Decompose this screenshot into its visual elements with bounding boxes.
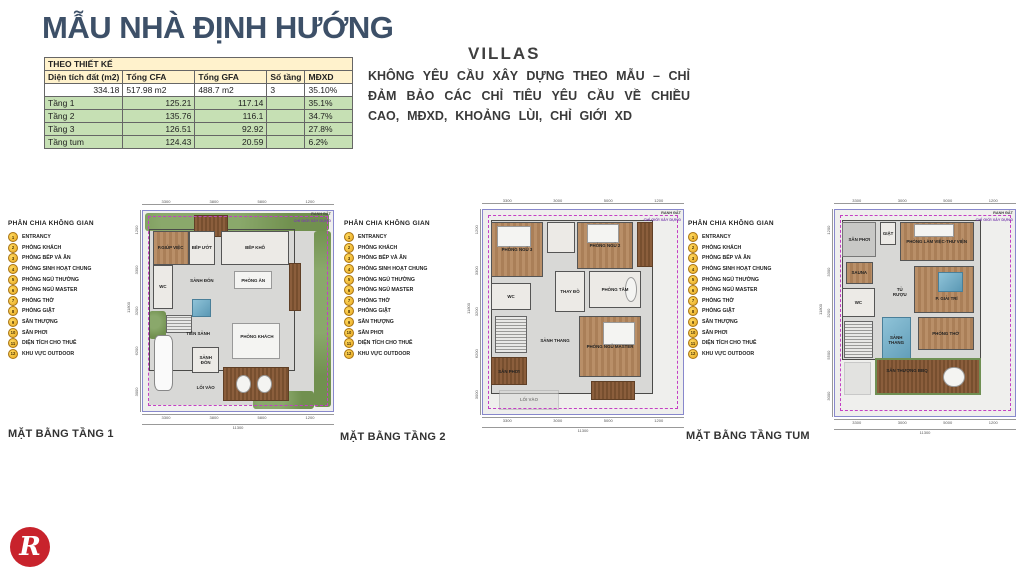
dim-label: 5000 (603, 198, 613, 203)
plan-shape (495, 316, 527, 353)
legend-number-badge: 3 (8, 253, 18, 263)
dimension-row-bottom (482, 417, 684, 423)
room-label: TỦ RƯỢU (892, 287, 907, 298)
spec-table (44, 57, 353, 149)
legend-item (344, 253, 466, 264)
boundary-label: RANH ĐẤT (993, 211, 1013, 215)
legend-floor-2 (344, 220, 466, 359)
dim-label: 3300 (852, 198, 862, 203)
requirements-note: KHÔNG YÊU CẦU XÂY DỰNG THEO MẪU – CHỈ ĐẢM BẢO CÁC CHỈ TIÊU YÊU CẦU VỀ CHIỀU CAO, MĐXD, KHOẢNG LÙI, CHỈ GIỚI XD (368, 69, 690, 123)
legend-item-label: PHÒNG THỜ (358, 297, 390, 304)
legend-number-badge: 6 (8, 285, 18, 295)
dim-label: 3200 (474, 307, 479, 317)
plan-caption-floor-tum: MẶT BẰNG TẦNG TUM (686, 430, 810, 442)
legend-floor-1 (8, 220, 130, 359)
legend-item (8, 243, 130, 254)
plan-room (555, 271, 585, 312)
dimension-left-total: 11800 (818, 304, 823, 315)
legend-item-label: SÂN PHƠI (358, 329, 384, 336)
room-label: THAY ĐỒ (560, 289, 580, 295)
room-label: PHÒNG NGỦ MASTER (586, 344, 634, 350)
plan-room (227, 265, 280, 297)
legend-title: PHÂN CHIA KHÔNG GIAN (688, 220, 774, 227)
room-label: SÂN PHƠI (498, 368, 520, 374)
dim-label: 3000 (474, 389, 479, 399)
legend-item-label: PHÒNG NGỦ THƯỜNG (22, 276, 79, 283)
table-caption-cell: THEO THIẾT KẾ (45, 58, 353, 71)
dimension-col-left (473, 209, 481, 415)
room-label: SAUNA (851, 270, 868, 276)
villas-subtitle: VILLAS (468, 44, 541, 63)
legend-number-badge: 4 (344, 264, 354, 274)
dimension-row-top (142, 199, 334, 205)
room-label: PHÒNG KHÁCH (240, 334, 274, 340)
table-cell: Tầng 1 (45, 97, 123, 110)
legend-item (344, 274, 466, 285)
dimension-total: 11300 (142, 424, 334, 430)
plan-shape (591, 381, 635, 399)
plan-room (189, 231, 216, 265)
table-cell (267, 123, 305, 136)
legend-item-label: KHU VỰC OUTDOOR (702, 350, 755, 357)
dim-label: 3000 (897, 420, 907, 425)
room-label: TIỀN SẢNH (186, 331, 210, 337)
table-header-cell: Diện tích đất (m2) (45, 71, 123, 84)
legend-number-badge: 8 (688, 306, 698, 316)
plan-shape (547, 222, 575, 253)
legend-item-label: PHÒNG BẾP VÀ ĂN (702, 255, 751, 262)
room-label: WC (854, 300, 863, 306)
brand-logo (10, 527, 50, 567)
legend-number-badge: 7 (344, 296, 354, 306)
plan-room (491, 357, 527, 386)
legend-item-label: PHÒNG NGỦ THƯỜNG (702, 276, 759, 283)
room-label: LỐI VÀO (196, 385, 215, 391)
legend-item-label: PHÒNG KHÁCH (22, 244, 62, 251)
room-label: SÂN PHƠI (848, 237, 871, 243)
plan-canvas (834, 209, 1016, 417)
dimension-total: 11300 (482, 427, 684, 433)
legend-item-label: SÂN THƯỢNG (358, 319, 394, 326)
dim-label: 1200 (654, 198, 664, 203)
dim-label: 3000 (826, 391, 831, 401)
legend-list (344, 232, 466, 359)
legend-item-label: PHÒNG NGỦ MASTER (22, 287, 78, 294)
legend-number-badge: 5 (8, 275, 18, 285)
legend-item (8, 264, 130, 275)
legend-number-badge: 1 (344, 232, 354, 242)
room-label: BẾP ƯỚT (191, 245, 213, 251)
legend-item-label: PHÒNG BẾP VÀ ĂN (22, 255, 71, 262)
legend-number-badge: 9 (8, 317, 18, 327)
legend-item (344, 264, 466, 275)
legend-number-badge: 7 (8, 296, 18, 306)
plan-room (882, 362, 932, 378)
legend-item-label: DIỆN TÍCH CHO THUÊ (702, 340, 757, 347)
legend-number-badge: 9 (688, 317, 698, 327)
legend-list (688, 232, 810, 359)
table-cell: 34.7% (305, 110, 353, 123)
dimension-col-left (133, 210, 141, 412)
legend-item (344, 296, 466, 307)
legend-item-label: ENTRANCY (702, 234, 731, 241)
legend-item (344, 243, 466, 254)
plan-shape (914, 224, 954, 236)
legend-number-badge: 3 (688, 253, 698, 263)
legend-number-badge: 12 (8, 349, 18, 359)
legend-number-badge: 9 (344, 317, 354, 327)
legend-number-badge: 2 (8, 243, 18, 253)
legend-item (688, 264, 810, 275)
table-cell: 116.1 (195, 110, 267, 123)
legend-item (8, 317, 130, 328)
dim-label: 1200 (988, 198, 998, 203)
legend-item (344, 338, 466, 349)
floor-plan-2 (468, 197, 688, 433)
legend-number-badge: 12 (344, 349, 354, 359)
legend-item-label: DIỆN TÍCH CHO THUÊ (22, 340, 77, 347)
legend-item (688, 285, 810, 296)
legend-item (8, 253, 130, 264)
legend-item-label: PHÒNG GIẶT (22, 308, 55, 315)
room-label: PHÒNG NGỦ 3 (501, 247, 533, 253)
legend-number-badge: 2 (688, 243, 698, 253)
room-label: P. GIẢI TRÍ (935, 296, 958, 302)
legend-item-label: PHÒNG SINH HOẠT CHUNG (702, 266, 772, 273)
room-label: SẢNH THANG (540, 338, 570, 344)
table-cell: 35.1% (305, 97, 353, 110)
legend-item-label: PHÒNG THỜ (22, 297, 54, 304)
plan-shape (844, 362, 871, 395)
legend-item-label: SÂN PHƠI (22, 329, 48, 336)
boundary-label: CHỈ GIỚI XÂY DỰNG (643, 218, 681, 222)
dim-label: 5000 (943, 198, 953, 203)
dim-label: 1200 (654, 418, 664, 423)
dim-label: 1200 (988, 420, 998, 425)
dim-label: 5000 (943, 420, 953, 425)
room-label: WC (159, 284, 167, 290)
dimension-left-total: 11800 (126, 302, 131, 314)
spec-table-body (45, 58, 353, 149)
table-cell: 20.59 (195, 136, 267, 149)
legend-item (688, 274, 810, 285)
room-label: GIẶT (882, 231, 894, 237)
table-cell: 3 (267, 84, 305, 97)
legend-item (688, 232, 810, 243)
plan-room (192, 379, 219, 397)
dim-label: 3300 (134, 266, 139, 276)
dim-label: 5800 (257, 199, 267, 204)
table-cell: 35.10% (305, 84, 353, 97)
floor-plan-tum (820, 197, 1020, 435)
dim-label: 3000 (134, 387, 139, 397)
legend-number-badge: 4 (688, 264, 698, 274)
boundary-label: CHỈ GIỚI XÂY DỰNG (293, 219, 331, 223)
plan-room (889, 280, 911, 305)
boundary-label: CHỈ GIỚI XÂY DỰNG (975, 218, 1013, 222)
room-label: SẢNH THANG (888, 334, 904, 345)
legend-number-badge: 5 (688, 275, 698, 285)
table-header-cell: MĐXD (305, 71, 353, 84)
plan-room (535, 320, 575, 361)
table-cell: Tầng 2 (45, 110, 123, 123)
dim-label: 3200 (826, 308, 831, 318)
room-label: PHÒNG LÀM VIỆC-THƯ VIỆN (906, 239, 968, 245)
boundary-label: RANH ĐẤT (661, 211, 681, 215)
legend-item (688, 327, 810, 338)
plan-caption-floor-1: MẶT BẰNG TẦNG 1 (8, 428, 114, 440)
legend-number-badge: 8 (8, 306, 18, 316)
legend-item-label: SÂN THƯỢNG (702, 319, 738, 326)
legend-item (8, 274, 130, 285)
dim-label: 3300 (502, 418, 512, 423)
table-cell: Tầng 3 (45, 123, 123, 136)
table-cell (267, 97, 305, 110)
plan-shape (943, 367, 965, 388)
dimension-row-bottom (142, 414, 334, 420)
table-cell (267, 110, 305, 123)
legend-number-badge: 10 (688, 328, 698, 338)
legend-number-badge: 2 (344, 243, 354, 253)
table-cell: 124.43 (123, 136, 195, 149)
legend-number-badge: 1 (8, 232, 18, 242)
legend-item (344, 232, 466, 243)
legend-number-badge: 8 (344, 306, 354, 316)
room-label: PHÒNG ĂN (241, 278, 266, 284)
dim-label: 1200 (305, 415, 315, 420)
legend-number-badge: 5 (344, 275, 354, 285)
legend-item (344, 327, 466, 338)
room-label: SẢNH ĐÓN (199, 354, 212, 365)
room-label: PHÒNG TẮM (601, 287, 629, 293)
table-cell: 27.8% (305, 123, 353, 136)
legend-number-badge: 1 (688, 232, 698, 242)
legend-item (8, 327, 130, 338)
legend-item-label: PHÒNG NGỦ MASTER (358, 287, 414, 294)
legend-item (8, 338, 130, 349)
dimension-row-bottom (834, 419, 1016, 425)
legend-item-label: PHÒNG KHÁCH (358, 244, 398, 251)
legend-item (8, 285, 130, 296)
legend-item (688, 296, 810, 307)
legend-list (8, 232, 130, 359)
plan-shape (844, 321, 873, 358)
dim-label: 3000 (553, 198, 563, 203)
table-header-cell: Tổng CFA (123, 71, 195, 84)
dim-label: 3300 (852, 420, 862, 425)
plan-room (192, 347, 219, 373)
legend-item-label: SÂN THƯỢNG (22, 319, 58, 326)
legend-item-label: KHU VỰC OUTDOOR (22, 350, 75, 357)
plan-room (929, 288, 965, 309)
legend-item-label: PHÒNG KHÁCH (702, 244, 742, 251)
plan-shape (154, 335, 173, 391)
dim-label: 1200 (134, 225, 139, 235)
legend-number-badge: 4 (8, 264, 18, 274)
table-cell (267, 136, 305, 149)
legend-item (344, 285, 466, 296)
legend-item (344, 317, 466, 328)
dimension-row-top (834, 198, 1016, 204)
plan-room (230, 319, 283, 355)
legend-item-label: SÂN PHƠI (702, 329, 728, 336)
room-label: BẾP KHÔ (245, 245, 266, 251)
legend-item (688, 306, 810, 317)
plan-room (221, 231, 289, 265)
legend-item (688, 338, 810, 349)
legend-item-label: PHÒNG SINH HOẠT CHUNG (358, 266, 428, 273)
legend-number-badge: 7 (688, 296, 698, 306)
plan-room (880, 222, 896, 245)
dim-label: 3000 (553, 418, 563, 423)
plan-shape (192, 299, 211, 317)
legend-item (8, 306, 130, 317)
table-header-cell: Số tầng (267, 71, 305, 84)
table-cell: 117.14 (195, 97, 267, 110)
plan-room (918, 317, 974, 350)
legend-item (688, 349, 810, 360)
table-cell: 334.18 (45, 84, 123, 97)
legend-item-label: KHU VỰC OUTDOOR (358, 350, 411, 357)
legend-item (344, 349, 466, 360)
dimension-col-left (825, 209, 833, 417)
plan-room (842, 222, 876, 257)
legend-number-badge: 6 (344, 285, 354, 295)
plan-room (153, 231, 189, 265)
legend-number-badge: 11 (8, 338, 18, 348)
plan-canvas (482, 209, 684, 415)
legend-number-badge: 11 (344, 338, 354, 348)
legend-item-label: ENTRANCY (358, 234, 387, 241)
room-label: P.GIÚP VIỆC (157, 245, 184, 251)
room-label: LỐI VÀO (519, 397, 539, 403)
plan-room (491, 283, 531, 310)
dimension-row-top (482, 198, 684, 204)
legend-item-label: PHÒNG GIẶT (702, 308, 735, 315)
legend-item (8, 296, 130, 307)
plan-room (842, 288, 874, 317)
legend-number-badge: 3 (344, 253, 354, 263)
room-label: SÂN THƯỢNG BBQ (886, 368, 928, 374)
table-cell: Tầng tum (45, 136, 123, 149)
legend-number-badge: 10 (344, 328, 354, 338)
page-title: MẪU NHÀ ĐỊNH HƯỚNG (42, 10, 394, 45)
plan-canvas (142, 210, 334, 412)
table-cell: 125.21 (123, 97, 195, 110)
plan-room (153, 265, 174, 309)
legend-item (688, 243, 810, 254)
dim-label: 5000 (603, 418, 613, 423)
legend-item (8, 232, 130, 243)
dim-label: 6200 (474, 348, 479, 358)
legend-item-label: PHÒNG GIẶT (358, 308, 391, 315)
dim-label: 3300 (161, 199, 171, 204)
plan-shape (289, 263, 300, 311)
legend-number-badge: 11 (688, 338, 698, 348)
plan-room (882, 329, 911, 350)
plan-shape (637, 222, 653, 267)
table-cell: 135.76 (123, 110, 195, 123)
legend-item (688, 317, 810, 328)
legend-number-badge: 6 (688, 285, 698, 295)
legend-number-badge: 10 (8, 328, 18, 338)
plan-shape (314, 231, 331, 407)
plan-room (846, 262, 873, 285)
plan-room (181, 325, 215, 343)
plan-shape (603, 322, 635, 344)
dim-label: 1200 (826, 225, 831, 235)
table-cell: 6.2% (305, 136, 353, 149)
dim-label: 1200 (305, 199, 315, 204)
table-cell: 126.51 (123, 123, 195, 136)
dim-label: 3300 (502, 198, 512, 203)
room-label: PHÒNG NGỦ 2 (589, 243, 621, 249)
table-cell: 92.92 (195, 123, 267, 136)
plan-room (499, 390, 559, 410)
legend-item-label: PHÒNG NGỦ MASTER (702, 287, 758, 294)
legend-item-label: PHÒNG BẾP VÀ ĂN (358, 255, 407, 262)
table-cell: 517.98 m2 (123, 84, 195, 97)
dim-label: 5800 (257, 415, 267, 420)
room-label: PHÒNG THỜ (932, 331, 960, 337)
boundary-label: RANH ĐẤT (311, 212, 331, 216)
legend-item (8, 349, 130, 360)
plan-room (185, 271, 219, 291)
legend-floor-tum (688, 220, 810, 359)
legend-item-label: ENTRANCY (22, 234, 51, 241)
legend-item (344, 306, 466, 317)
room-label: SẢNH ĐÓN (190, 278, 214, 284)
plan-shape (497, 226, 531, 246)
dim-label: 3300 (474, 266, 479, 276)
dim-label: 3800 (209, 415, 219, 420)
dim-label: 3300 (161, 415, 171, 420)
legend-item-label: PHÒNG SINH HOẠT CHUNG (22, 266, 92, 273)
dim-label: 3300 (826, 266, 831, 276)
dimension-left-total: 11800 (466, 303, 471, 315)
table-cell: 488.7 m2 (195, 84, 267, 97)
dim-label: 1200 (474, 225, 479, 235)
legend-item-label: PHÒNG NGỦ THƯỜNG (358, 276, 415, 283)
legend-item (688, 253, 810, 264)
legend-title: PHÂN CHIA KHÔNG GIAN (344, 220, 430, 227)
dim-label: 3800 (209, 199, 219, 204)
dim-label: 3200 (134, 306, 139, 316)
legend-item-label: PHÒNG THỜ (702, 297, 734, 304)
legend-title: PHÂN CHIA KHÔNG GIAN (8, 220, 94, 227)
table-header-cell: Tổng GFA (195, 71, 267, 84)
dim-label: 6200 (134, 346, 139, 356)
plan-caption-floor-2: MẶT BẰNG TẦNG 2 (340, 431, 446, 443)
dim-label: 3000 (897, 198, 907, 203)
room-label: WC (507, 294, 515, 300)
brand-logo-letter: R (19, 532, 41, 562)
legend-number-badge: 12 (688, 349, 698, 359)
legend-item-label: DIỆN TÍCH CHO THUÊ (358, 340, 413, 347)
plan-shape (587, 224, 619, 242)
dimension-total: 11300 (834, 429, 1016, 435)
dim-label: 5500 (826, 350, 831, 360)
floor-plan-1 (128, 198, 338, 430)
